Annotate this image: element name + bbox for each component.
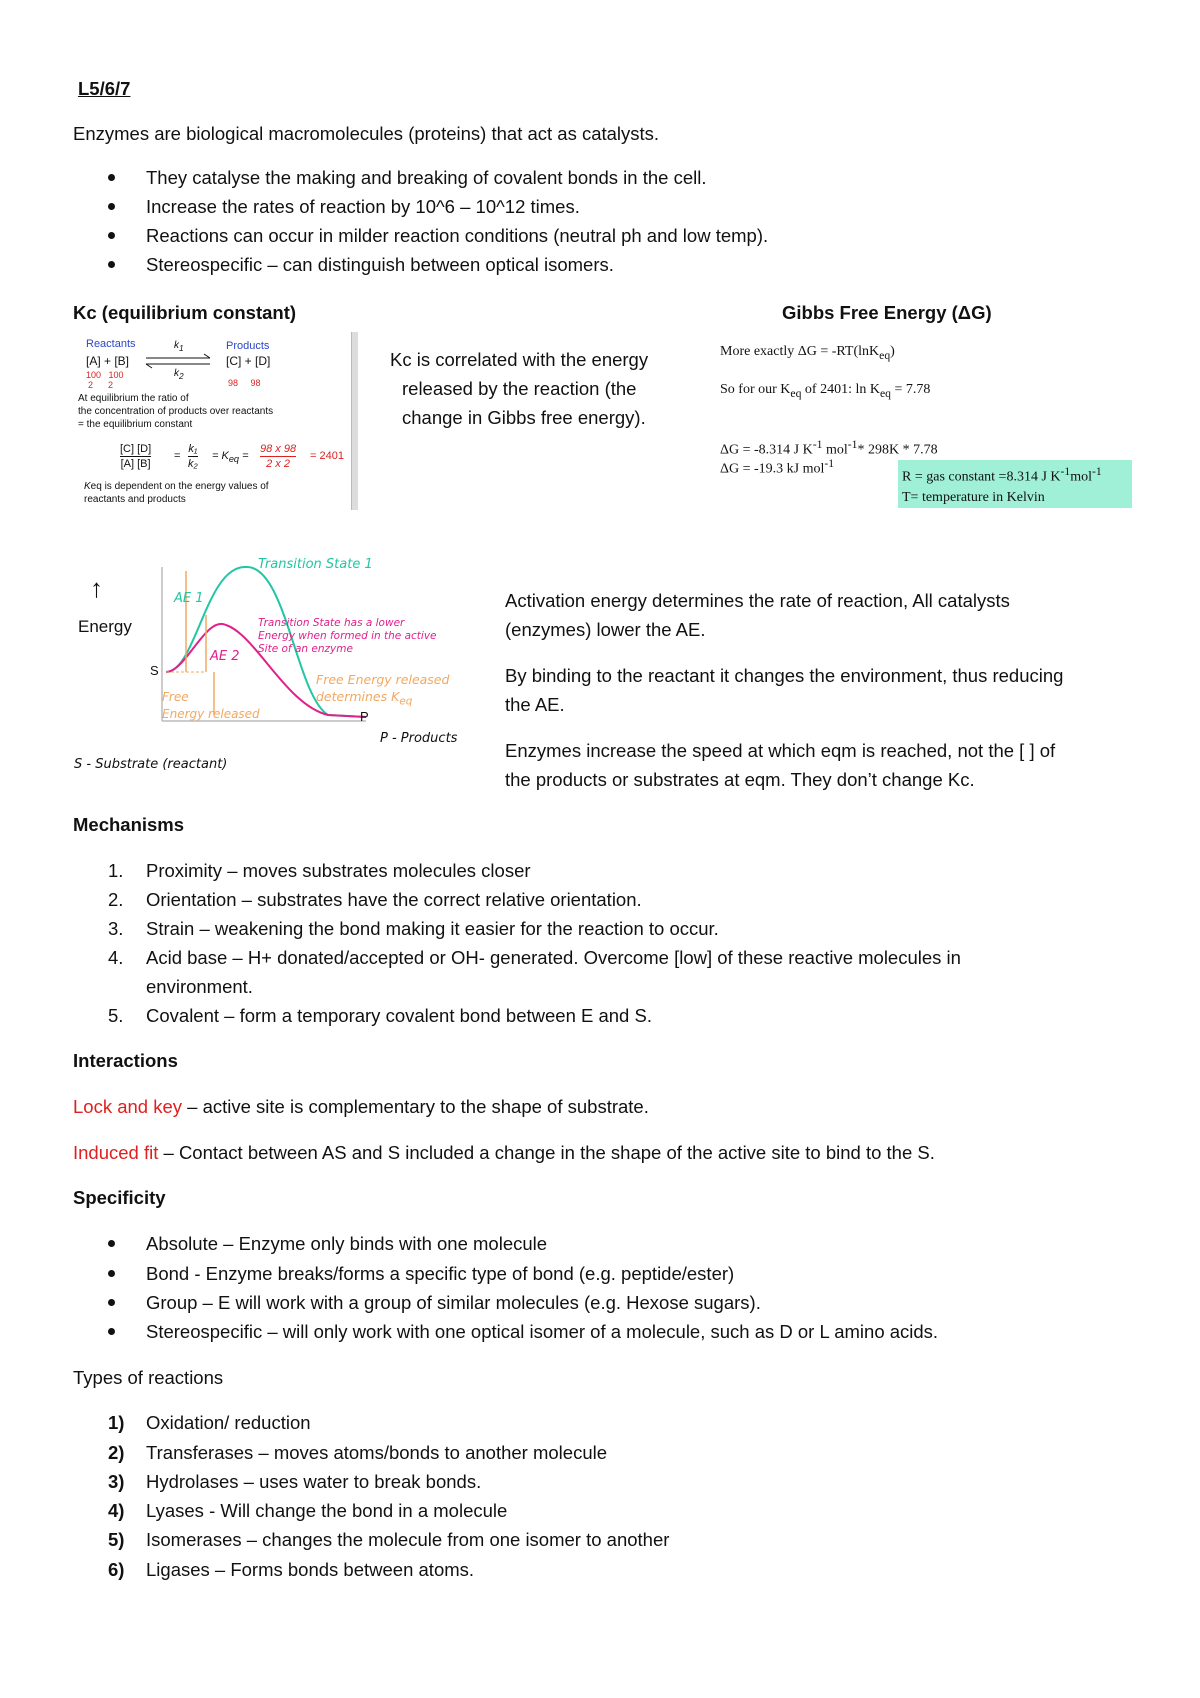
- kc-description-line: Kc is correlated with the energy: [390, 349, 649, 370]
- left-values: 100 100: [86, 370, 124, 380]
- list-item: Reactions can occur in milder reaction conditions (neutral ph and low temp).: [146, 225, 769, 246]
- list-number: 4): [108, 1500, 125, 1521]
- list-item: They catalyse the making and breaking of covalent bonds in the cell.: [146, 167, 707, 188]
- intro-text: Enzymes are biological macromolecules (proteins) that act as catalysts.: [73, 123, 660, 144]
- reactants-label: Reactants: [86, 338, 136, 350]
- list-item: Proximity – moves substrates molecules closer: [146, 860, 531, 881]
- kc-heading: Kc (equilibrium constant): [73, 302, 297, 323]
- induced-fit-line: Induced fit – Contact between AS and S included a change in the shape of the active site to bind to the S.: [73, 1142, 935, 1163]
- document-code: L5/6/7: [78, 78, 131, 99]
- activation-text: the AE.: [505, 694, 565, 715]
- ae2-label: AE 2: [210, 649, 240, 664]
- list-number: 3): [108, 1471, 125, 1492]
- list-item: Isomerases – changes the molecule from one isomer to another: [146, 1529, 670, 1550]
- list-item: Stereospecific – will only work with one optical isomer of a molecule, such as D or L amino acids.: [146, 1321, 939, 1342]
- list-item: Stereospecific – can distinguish between optical isomers.: [146, 254, 614, 275]
- activation-text: By binding to the reactant it changes the environment, thus reducing: [505, 665, 1064, 686]
- calc-fraction: 98 x 98 2 x 2: [260, 443, 297, 470]
- keq-dependence: Keq is dependent on the energy values of reactants and products: [84, 481, 269, 505]
- activation-text: (enzymes) lower the AE.: [505, 619, 706, 640]
- eq-left: [A] + [B]: [86, 354, 130, 368]
- list-item: Group – E will work with a group of similar molecules (e.g. Hexose sugars).: [146, 1292, 761, 1313]
- kc-figure: Reactants Products [A] + [B] [C] + [D] $k_1$ $k_2$ 100 100 2 2 98 98 At equilibrium the ratio of the concentration of products over reactants = the equilibrium constant [C] [D] [A] [B] = k₁ k₂ = $K_{eq}$ = 98 x 98 2 x 2 = 2401 Keq is dependent on the energy values of reactants and products: [78, 332, 358, 510]
- list-number: 3.: [108, 918, 124, 939]
- gibbs-constants-box: [898, 460, 1132, 508]
- list-number: 2): [108, 1442, 125, 1463]
- list-item: Orientation – substrates have the correct relative orientation.: [146, 889, 642, 910]
- activation-text: the products or substrates at eqm. They don’t change Kc.: [505, 769, 975, 790]
- kc-figure-scrollbar: [351, 332, 358, 510]
- gibbs-line-4: ΔG = -19.3 kJ mol$^{-1}$: [720, 457, 835, 477]
- products-legend: P - Products: [380, 731, 458, 746]
- list-number: 1): [108, 1412, 125, 1433]
- transition-state-2-note: Transition State has a lower Energy when formed in the active Site of an enzyme: [258, 617, 437, 655]
- list-item-continuation: environment.: [146, 976, 253, 997]
- list-item: Hydrolases – uses water to break bonds.: [146, 1471, 482, 1492]
- activation-text: Enzymes increase the speed at which eqm is reached, not the [ ] of: [505, 740, 1056, 761]
- list-item: Transferases – moves atoms/bonds to another molecule: [146, 1442, 608, 1463]
- list-number: 2.: [108, 889, 124, 910]
- products-label: Products: [226, 340, 270, 352]
- mechanisms-heading: Mechanisms: [73, 814, 185, 835]
- free-energy-note: Free Energy released: [162, 690, 260, 721]
- equilibrium-note: At equilibrium the ratio of the concentration of products over reactants = the equilibrium constant: [78, 393, 274, 430]
- gibbs-figure: [720, 340, 1140, 510]
- concentration-fraction: [C] [D] [A] [B]: [120, 443, 152, 470]
- list-item: Strain – weakening the bond making it easier for the reaction to occur.: [146, 918, 719, 939]
- left-values-eq: 2 2: [88, 380, 114, 390]
- list-item: Oxidation/ reduction: [146, 1412, 311, 1433]
- list-item: Bond - Enzyme breaks/forms a specific type of bond (e.g. peptide/ester): [146, 1263, 735, 1284]
- list-item: Acid base – H+ donated/accepted or OH- generated. Overcome [low] of these reactive molecules in: [146, 947, 961, 968]
- temperature-line: T= temperature in Kelvin: [902, 489, 1045, 505]
- gibbs-line-2: So for our $K_{eq}$ of 2401: $\ln K_{eq} = 7.78$: [720, 382, 931, 400]
- gibbs-line-3: ΔG = -8.314 J $K^{-1}$ mol$^{-1}$* 298K * 7.78: [720, 438, 938, 458]
- substrate-legend: S - Substrate (reactant): [74, 757, 228, 772]
- list-item: Increase the rates of reaction by 10^6 – 10^12 times.: [146, 196, 580, 217]
- lock-and-key-term: Lock and key: [73, 1096, 183, 1117]
- product-point-label: P: [360, 709, 369, 724]
- reactions-heading: Types of reactions: [73, 1367, 224, 1388]
- k2-label: $k_2$: [174, 368, 184, 381]
- eq-right: [C] + [D]: [226, 354, 271, 368]
- rate-fraction: k₁ k₂: [188, 443, 198, 470]
- transition-state-1-label: Transition State 1: [258, 557, 373, 572]
- gibbs-line-1: More exactly ΔG = -RT(lnK$_{eq}$): [720, 344, 895, 362]
- list-item: Lyases - Will change the bond in a molecule: [146, 1500, 508, 1521]
- lock-and-key-line: Lock and key – active site is complementary to the shape of substrate.: [73, 1096, 649, 1117]
- gibbs-heading: Gibbs Free Energy (ΔG): [782, 302, 992, 323]
- activation-text: Activation energy determines the rate of reaction, All catalysts: [505, 590, 1010, 611]
- list-number: 4.: [108, 947, 124, 968]
- substrate-point-label: S: [150, 663, 159, 678]
- list-item: Ligases – Forms bonds between atoms.: [146, 1559, 475, 1580]
- list-item: Absolute – Enzyme only binds with one molecule: [146, 1233, 548, 1254]
- energy-axis-label: Energy: [78, 617, 132, 636]
- energy-curve-svg: [66, 545, 486, 785]
- list-number: 1.: [108, 860, 124, 881]
- interactions-heading: Interactions: [73, 1050, 178, 1071]
- right-values: 98 98: [228, 378, 261, 388]
- energy-diagram: [66, 545, 486, 785]
- ae1-label: AE 1: [174, 591, 204, 606]
- kc-description-line: change in Gibbs free energy).: [402, 407, 646, 428]
- k1-label: $k_1$: [174, 340, 184, 353]
- free-energy-released-note: Free Energy released determines $K_{eq}$: [316, 672, 450, 708]
- list-item: Covalent – form a temporary covalent bond between E and S.: [146, 1005, 652, 1026]
- equilibrium-arrows: [144, 352, 214, 372]
- gas-constant-line: R = gas constant =8.314 J $K^{-1}mol^{-1}$: [902, 465, 1102, 485]
- list-number: 5.: [108, 1005, 124, 1026]
- induced-fit-term: Induced fit: [73, 1142, 159, 1163]
- list-number: 6): [108, 1559, 125, 1580]
- keq-label: = $K_{eq}$ =: [212, 450, 249, 465]
- specificity-heading: Specificity: [73, 1187, 166, 1208]
- up-arrow-icon: ↑: [90, 573, 103, 603]
- kc-description-line: released by the reaction (the: [402, 378, 637, 399]
- list-number: 5): [108, 1529, 125, 1550]
- kc-result: = 2401: [310, 450, 344, 462]
